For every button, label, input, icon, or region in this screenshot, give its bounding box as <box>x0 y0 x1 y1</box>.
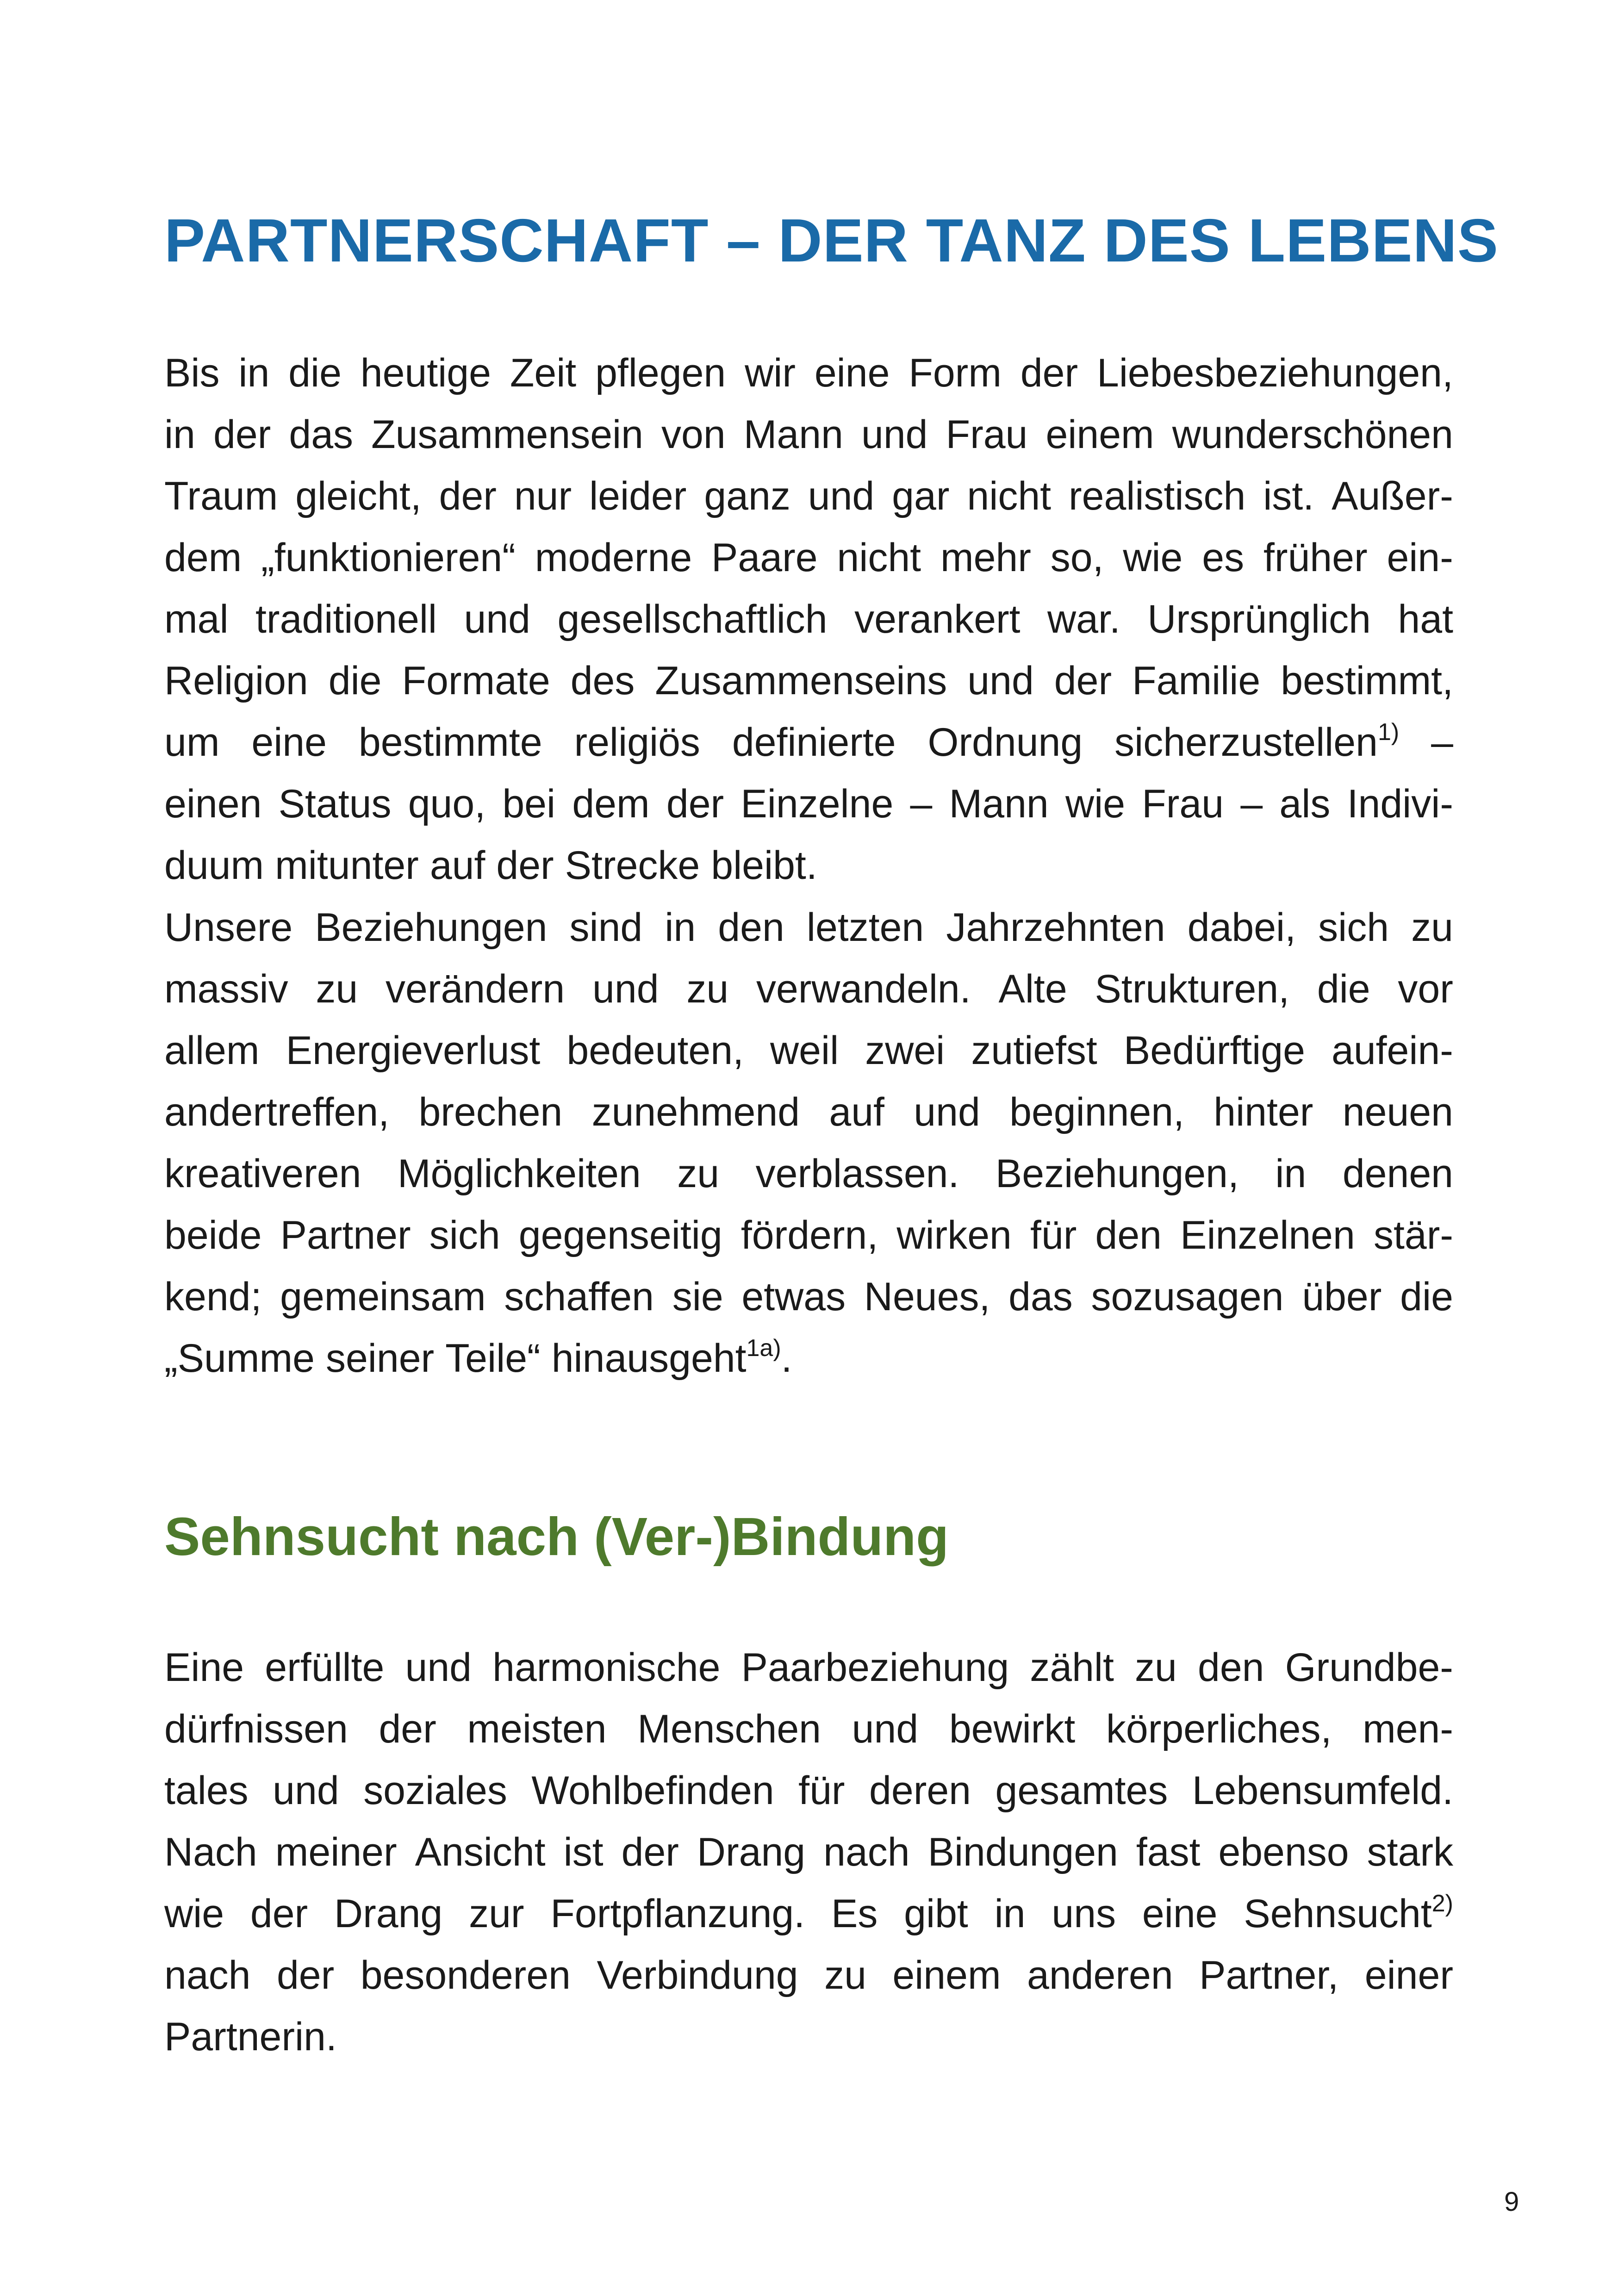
text-line: einen Status quo, bei dem der Einzelne – Mann wie Frau – als Indivi- <box>164 782 1453 826</box>
text-line: duum mitunter auf der Strecke bleibt. <box>164 843 817 888</box>
text-line: mal traditionell und gesellschaftlich verankert war. Ursprünglich hat <box>164 597 1453 641</box>
page-number: 9 <box>1504 2187 1519 2217</box>
text-line: „Summe seiner Teile“ hinausgeht$^{1a)}$. <box>164 1335 792 1381</box>
text-line: in der das Zusammensein von Mann und Frau einem wunderschönen <box>164 412 1453 457</box>
text-line: Religion die Formate des Zusammenseins und der Familie bestimmt, <box>164 659 1453 703</box>
text-line: wie der Drang zur Fortpflanzung. Es gibt in uns eine Sehnsucht$^{2)}$ <box>164 1890 1453 1936</box>
footnote-marker: 2) <box>1431 1890 1453 1917</box>
text-line: dem „funktionieren“ moderne Paare nicht mehr so, wie es früher ein- <box>164 535 1453 580</box>
text-line: Bis in die heutige Zeit pflegen wir eine Form der Liebesbeziehungen, <box>164 351 1453 395</box>
text-line: nach der besonderen Verbindung zu einem anderen Partner, einer <box>164 1953 1453 1997</box>
text-line: kreativeren Möglichkeiten zu verblassen. Beziehungen, in denen <box>164 1151 1453 1196</box>
footnote-marker: 1) <box>1377 719 1400 746</box>
text-line: andertreffen, brechen zunehmend auf und beginnen, hinter neuen <box>164 1090 1453 1134</box>
text-line: kend; gemeinsam schaffen sie etwas Neues, das sozusagen über die <box>164 1275 1453 1319</box>
text-line: massiv zu verändern und zu verwandeln. Alte Strukturen, die vor <box>164 967 1453 1011</box>
paragraph-relationships <box>164 897 1453 1389</box>
footnote-marker: 1a) <box>746 1335 781 1362</box>
text-line: Traum gleicht, der nur leider ganz und gar nicht realistisch ist. Außer- <box>164 474 1453 518</box>
text-line: dürfnissen der meisten Menschen und bewirkt körperliches, men- <box>164 1707 1453 1751</box>
text-line: Partnerin. <box>164 2015 337 2059</box>
text-line: Unsere Beziehungen sind in den letzten Jahrzehnten dabei, sich zu <box>164 905 1453 950</box>
dash: – <box>1431 720 1453 765</box>
page-title: PARTNERSCHAFT – DER TANZ DES LEBENS <box>164 206 1499 274</box>
paragraph-intro <box>164 342 1453 896</box>
text-line: Nach meiner Ansicht ist der Drang nach Bindungen fast ebenso stark <box>164 1830 1453 1874</box>
text-line: um eine bestimmte religiös definierte Ordnung sicherzustellen$^{1)}$ – <box>164 712 1453 773</box>
section-heading: Sehnsucht nach (Ver-)Bindung <box>164 1506 949 1567</box>
paragraph-longing <box>164 1637 1453 2068</box>
text-line: allem Energieverlust bedeuten, weil zwei zutiefst Bedürftige aufein- <box>164 1028 1453 1073</box>
text-line: Eine erfüllte und harmonische Paarbeziehung zählt zu den Grundbe- <box>164 1645 1453 1690</box>
text-line: beide Partner sich gegenseitig fördern, wirken für den Einzelnen stär- <box>164 1213 1453 1257</box>
text-line: tales und soziales Wohlbefinden für deren gesamtes Lebensumfeld. <box>164 1768 1453 1813</box>
